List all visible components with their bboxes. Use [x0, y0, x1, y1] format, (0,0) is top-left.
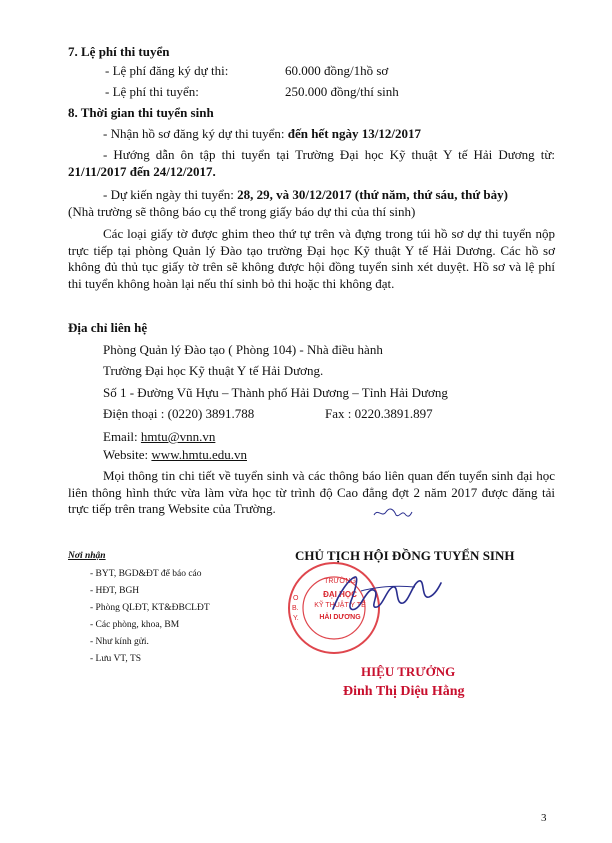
handwritten-signature-icon: [325, 565, 445, 625]
section-8-heading: 8. Thời gian thi tuyển sinh: [68, 105, 214, 120]
contact-website-label: Website:: [103, 447, 152, 462]
contact-website-link[interactable]: www.hmtu.edu.vn: [151, 447, 247, 462]
recipient-item: - BYT, BGD&ĐT để báo cáo: [90, 569, 202, 579]
seal-line: KỸ THUẬT Y TẾ: [314, 602, 366, 609]
section-7-heading: 7. Lệ phí thi tuyển: [68, 44, 170, 59]
schedule-exam-dates: [103, 187, 508, 203]
contact-phone: Điện thoại : (0220) 3891.788: [103, 406, 255, 421]
signer-position: HIỆU TRƯỞNG: [361, 664, 456, 679]
initials-scribble: [372, 506, 414, 520]
schedule-review: [68, 147, 555, 180]
schedule-review-text: - Hướng dẫn ôn tập thi tuyển tại Trường Đại học Kỹ thuật Y tế Hải Dương từ:: [103, 147, 555, 162]
seal-line: HẢI DƯƠNG: [319, 614, 361, 621]
recipients-heading: Nơi nhận: [68, 551, 106, 561]
schedule-submission: [103, 126, 421, 142]
fee-registration-value: 60.000 đồng/1hồ sơ: [285, 63, 389, 78]
closing-paragraph: Mọi thông tin chi tiết về tuyển sinh và các thông báo liên quan đến tuyển sinh đại học liên thông hình thức vừa làm vừa học từ trình độ Cao đẳng đợt 2 năm 2017 được đăng tải trực tiếp trên trang Website của Trường.: [68, 468, 555, 516]
contact-website-row: [103, 447, 247, 463]
recipient-item: - Lưu VT, TS: [90, 654, 142, 664]
schedule-submission-label: - Nhận hồ sơ đăng ký dự thi tuyển:: [103, 126, 288, 141]
contact-school: Trường Đại học Kỹ thuật Y tế Hải Dương.: [103, 363, 324, 378]
contact-address: Số 1 - Đường Vũ Hựu – Thành phố Hải Dương – Tỉnh Hải Dương: [103, 385, 448, 400]
schedule-exam-days: 28, 29, và 30/12/2017 (thứ năm, thứ sáu, thứ bảy): [237, 187, 508, 202]
contact-email-row: [103, 429, 215, 445]
svg-text:O: O: [293, 595, 299, 602]
recipient-item: - HĐT, BGH: [90, 586, 140, 596]
schedule-review-dates: 21/11/2017 đến 24/12/2017.: [68, 163, 216, 179]
schedule-exam-label: - Dự kiến ngày thi tuyển:: [103, 187, 238, 202]
schedule-note: (Nhà trường sẽ thông báo cụ thể trong giấy báo dự thi của thí sinh): [68, 204, 416, 219]
contact-email-label: Email:: [103, 429, 141, 444]
signer-name: Đinh Thị Diệu Hằng: [343, 684, 465, 699]
contact-heading: Địa chỉ liên hệ: [68, 320, 148, 335]
page-number: 3: [541, 812, 547, 824]
recipient-item: - Các phòng, khoa, BM: [90, 620, 180, 630]
schedule-submission-deadline: đến hết ngày 13/12/2017: [287, 126, 421, 141]
fee-exam-value: 250.000 đồng/thí sinh: [285, 84, 399, 99]
seal-line: TRƯỜNG: [324, 578, 356, 585]
fee-registration-label: - Lệ phí đăng ký dự thi:: [105, 63, 229, 78]
signature-title: CHỦ TỊCH HỘI ĐỒNG TUYỂN SINH: [295, 548, 515, 563]
recipient-item: - Phòng QLĐT, KT&ĐBCLĐT: [90, 603, 210, 613]
fee-exam-label: - Lệ phí thi tuyển:: [105, 84, 199, 99]
recipient-item: - Như kính gửi.: [90, 637, 149, 647]
contact-fax: Fax : 0220.3891.897: [325, 406, 433, 421]
svg-text:B.: B.: [292, 605, 299, 612]
contact-office: Phòng Quản lý Đào tạo ( Phòng 104) - Nhà điều hành: [103, 342, 383, 357]
dossier-paragraph: Các loại giấy tờ được ghim theo thứ tự trên và đựng trong túi hồ sơ dự thi tuyển nộp trực tiếp tại phòng Quản lý Đào tạo trường Đại học Kỹ thuật Y tế Hải Dương. Các hồ sơ không đủ thủ tục giấy tờ trên sẽ không được hội đồng tuyển sinh xét duyệt. Hồ sơ và lệ phí thi tuyển không hoàn lại nếu thí sinh bỏ thi hoặc thi không đạt.: [68, 226, 555, 291]
contact-email-link[interactable]: hmtu@vnn.vn: [140, 429, 216, 444]
seal-line: ĐẠI HỌC: [323, 590, 357, 599]
svg-text:Y.: Y.: [293, 615, 299, 622]
